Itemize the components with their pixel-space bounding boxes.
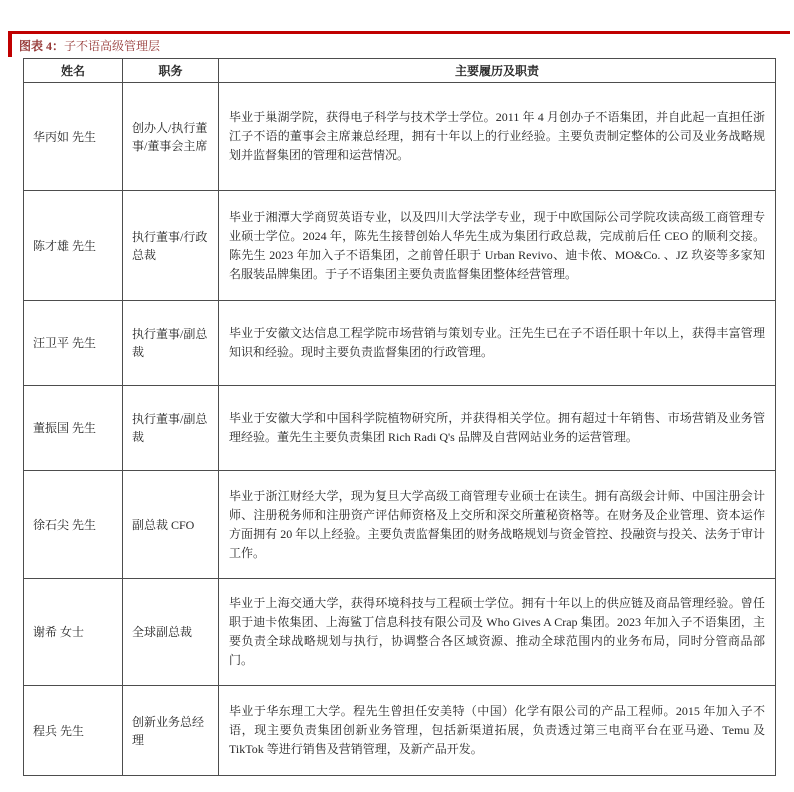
cell-position: 创新业务总经理 [123, 686, 219, 776]
cell-name: 谢希 女士 [24, 579, 123, 686]
cell-description: 毕业于华东理工大学。程先生曾担任安美特（中国）化学有限公司的产品工程师。2015 年加入子不语，现主要负责集团创新业务管理，包括新渠道拓展，负责透过第三电商平台在亚马逊、Temu 及 TikTok 等进行销售及营销管理，及新产品开发。 [219, 686, 776, 776]
cell-position: 执行董事/行政总裁 [123, 191, 219, 301]
header-responsibilities: 主要履历及职责 [219, 59, 776, 83]
table-row [24, 579, 776, 686]
header-name: 姓名 [24, 59, 123, 83]
cell-description: 毕业于安徽文达信息工程学院市场营销与策划专业。汪先生已在子不语任职十年以上，获得丰富管理知识和经验。现时主要负责监督集团的行政管理。 [219, 301, 776, 386]
table-row [24, 191, 776, 301]
header-position: 职务 [123, 59, 219, 83]
cell-name: 董振国 先生 [24, 386, 123, 471]
cell-name: 徐石尖 先生 [24, 471, 123, 579]
cell-description: 毕业于安徽大学和中国科学院植物研究所，并获得相关学位。拥有超过十年销售、市场营销及业务管理经验。董先生主要负责集团 Rich Radi Q's 品牌及自营网站业务的运营管理。 [219, 386, 776, 471]
cell-position: 创办人/执行董事/董事会主席 [123, 83, 219, 191]
table-row [24, 83, 776, 191]
cell-position: 全球副总裁 [123, 579, 219, 686]
table-row [24, 686, 776, 776]
table-row [24, 301, 776, 386]
figure-title [8, 34, 160, 57]
table-row [24, 471, 776, 579]
table-header-row [24, 59, 776, 83]
cell-position: 副总裁 CFO [123, 471, 219, 579]
cell-name: 华丙如 先生 [24, 83, 123, 191]
table-row [24, 386, 776, 471]
cell-name: 汪卫平 先生 [24, 301, 123, 386]
cell-description: 毕业于浙江财经大学，现为复旦大学高级工商管理专业硕士在读生。拥有高级会计师、中国注册会计师、注册税务师和注册资产评估师资格及上交所和深交所董秘资格等。在财务及企业管理、资本运作方面拥有 20 年以上经验。主要负责监督集团的财务战略规划与资金管控、投融资与投关、法务于审计工作。 [219, 471, 776, 579]
cell-description: 毕业于巢湖学院，获得电子科学与技术学士学位。2011 年 4 月创办子不语集团，并自此起一直担任浙江子不语的董事会主席兼总经理，拥有十年以上的行业经验。主要负责制定整体的公司及业务战略规划并监督集团的管理和运营情况。 [219, 83, 776, 191]
cell-description: 毕业于上海交通大学，获得环境科技与工程硕士学位。拥有十年以上的供应链及商品管理经验。曾任职于迪卡侬集团、上海鲨丁信息科技有限公司及 Who Gives A Crap 集团。2023 年加入子不语集团，主要负责全球战略规划与执行，协调整合各区域资源、推动全球范围内的业务布局，同时分管商品部门。 [219, 579, 776, 686]
cell-name: 陈才雄 先生 [24, 191, 123, 301]
management-table [23, 58, 776, 776]
figure-title-text: 子不语高级管理层 [64, 39, 161, 53]
figure-label: 图表 4： [19, 39, 65, 53]
cell-description: 毕业于湘潭大学商贸英语专业，以及四川大学法学专业，现于中欧国际公司学院攻读高级工商管理专业硕士学位。2024 年，陈先生接替创始人华先生成为集团行政总裁，完成前后任 CEO 的顺利交接。陈先生 2023 年加入子不语集团，之前曾任职于 Urban Revivo、迪卡侬、MO&Co. 、JZ 玖姿等多家知名服装品牌集团。于子不语集团主要负责监督集团整体经营管理。 [219, 191, 776, 301]
cell-name: 程兵 先生 [24, 686, 123, 776]
cell-position: 执行董事/副总裁 [123, 301, 219, 386]
cell-position: 执行董事/副总裁 [123, 386, 219, 471]
